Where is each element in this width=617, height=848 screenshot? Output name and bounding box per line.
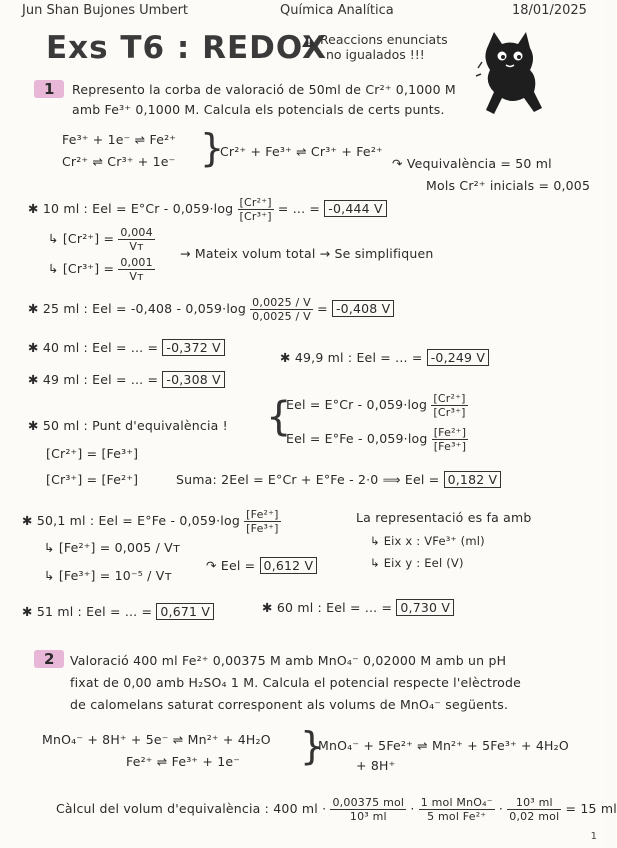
cr3-conc: ↳ [Cr³⁺] = $\frac{0,001}{Vт}$ (48, 256, 153, 283)
half-reaction-cr: Cr²⁺ ⇌ Cr³⁺ + 1e⁻ (62, 154, 176, 169)
p50-sum: Suma: 2Eel = E°Cr + E°Fe - 2·0 ⟹ Eel = 0,182 V (176, 472, 501, 487)
fe3-conc: ↳ [Fe³⁺] = 10⁻⁵ / Vт (44, 568, 172, 583)
result-49-9ml: -0,249 V (427, 349, 489, 366)
half-reaction-fe: Fe³⁺ + 1e⁻ ⇌ Fe²⁺ (62, 132, 177, 147)
result-51ml: 0,671 V (156, 603, 214, 620)
point-49-9ml: ✱ 49,9 ml : Eel = ... = -0,249 V (280, 350, 489, 365)
initial-moles: Mols Cr²⁺ inicials = 0,005 (426, 178, 591, 193)
ex1-statement-line2: amb Fe³⁺ 0,1000 M. Calcula els potencials de certs punts. (72, 102, 445, 117)
point-49ml: ✱ 49 ml : Eel = ... = -0,308 V (28, 372, 225, 387)
result-10ml: -0,444 V (324, 200, 386, 217)
ex2-statement-line1: Valoració 400 ml Fe²⁺ 0,00375 M amb MnO₄⁻ 0,02000 M amb un pH (70, 653, 507, 668)
brace-2: } (300, 724, 325, 768)
result-50ml: 0,182 V (444, 471, 502, 488)
cr2-conc: ↳ [Cr²⁺] = $\frac{0,004}{Vт}$ (48, 226, 153, 253)
warning-icon (302, 35, 316, 47)
brace: } (200, 126, 225, 170)
point-40ml: ✱ 40 ml : Eel = ... = -0,372 V (28, 340, 225, 355)
equivalence-volume-calc: Càlcul del volum d'equivalència : 400 ml · $\frac{\text{0,00375 mol}}{\text{10³ ml}}$ · $\frac{\text{1 mol MnO₄⁻}}{\text{5 mol Fe²⁺}}$ · $\frac{\text{10³ ml}}{\text{0,02 mol}}$ = 15 ml (56, 796, 617, 823)
result-49ml: -0,308 V (162, 371, 224, 388)
result-50-1ml: 0,612 V (260, 557, 318, 574)
point-60ml: ✱ 60 ml : Eel = ... = 0,730 V (262, 600, 454, 615)
point-25ml: ✱ 25 ml : Eel = -0,408 - 0,059·log $\frac{0,0025 / V}{0,0025 / V}$ = -0,408 V (28, 296, 394, 323)
subject: Química Analítica (280, 3, 394, 18)
date: 18/01/2025 (512, 3, 587, 18)
ex2-global-reaction: MnO₄⁻ + 5Fe²⁺ ⇌ Mn²⁺ + 5Fe³⁺ + 4H₂O (318, 738, 569, 753)
point-10ml: ✱ 10 ml : Eel = E°Cr - 0,059·log $\frac{\text{[Cr²⁺]}}{\text{[Cr³⁺]}}$ = ... = -0,444 V (28, 196, 387, 223)
ex2-half-fe: Fe²⁺ ⇌ Fe³⁺ + 1e⁻ (126, 754, 241, 769)
equivalence-volume: ↷ Vequivalència = 50 ml (392, 156, 552, 171)
same-volume-note: → Mateix volum total → Se simplifiquen (180, 246, 434, 261)
ex1-statement-line1: Represento la corba de valoració de 50ml de Cr²⁺ 0,1000 M (72, 82, 456, 97)
ex2-statement-line2: fixat de 0,00 amb H₂SO₄ 1 M. Calcula el potencial respecte l'elèctrode (70, 675, 522, 690)
point-50ml: ✱ 50 ml : Punt d'equivalència ! (28, 418, 228, 433)
representation-note: La representació es fa amb (356, 510, 532, 525)
exercise-number-1: 1 (34, 80, 64, 98)
result-25ml: -0,408 V (332, 300, 394, 317)
bracket: { (266, 394, 292, 440)
ex2-global-protons: + 8H⁺ (356, 758, 396, 773)
p50-cond1: [Cr²⁺] = [Fe³⁺] (46, 446, 139, 461)
page-number: 1 (590, 831, 597, 842)
exercise-number-2: 2 (34, 650, 64, 668)
p50-1-result-line: ↷ Eel = 0,612 V (206, 558, 317, 573)
ex2-half-mno4: MnO₄⁻ + 8H⁺ + 5e⁻ ⇌ Mn²⁺ + 4H₂O (42, 732, 271, 747)
p50-eq-fe: Eel = E°Fe - 0,059·log $\frac{\text{[Fe²⁺]}}{\text{[Fe³⁺]}}$ (286, 426, 467, 453)
x-axis-note: ↳ Eix x : VFe³⁺ (ml) (370, 534, 485, 548)
warning-note: !Reaccions enunciats no igualados !!! (302, 32, 448, 62)
p50-eq-cr: Eel = E°Cr - 0,059·log $\frac{\text{[Cr²⁺]}}{\text{[Cr³⁺]}}$ (286, 392, 466, 419)
cat-doodle-icon (468, 28, 552, 120)
author-name: Jun Shan Bujones Umbert (22, 3, 189, 18)
point-50-1ml: ✱ 50,1 ml : Eel = E°Fe - 0,059·log $\frac{\text{[Fe²⁺]}}{\text{[Fe³⁺]}}$ (22, 508, 279, 535)
page-title: Exs T6 : REDOX (46, 30, 328, 66)
global-reaction: Cr²⁺ + Fe³⁺ ⇌ Cr³⁺ + Fe²⁺ (220, 144, 383, 159)
result-40ml: -0,372 V (162, 339, 224, 356)
fe2-conc: ↳ [Fe²⁺] = 0,005 / Vт (44, 540, 181, 555)
p50-cond2: [Cr³⁺] = [Fe²⁺] (46, 472, 139, 487)
result-60ml: 0,730 V (396, 599, 454, 616)
y-axis-note: ↳ Eix y : Eel (V) (370, 556, 464, 570)
ex2-statement-line3: de calomelans saturat corresponent als volums de MnO₄⁻ següents. (70, 697, 509, 712)
point-51ml: ✱ 51 ml : Eel = ... = 0,671 V (22, 604, 214, 619)
